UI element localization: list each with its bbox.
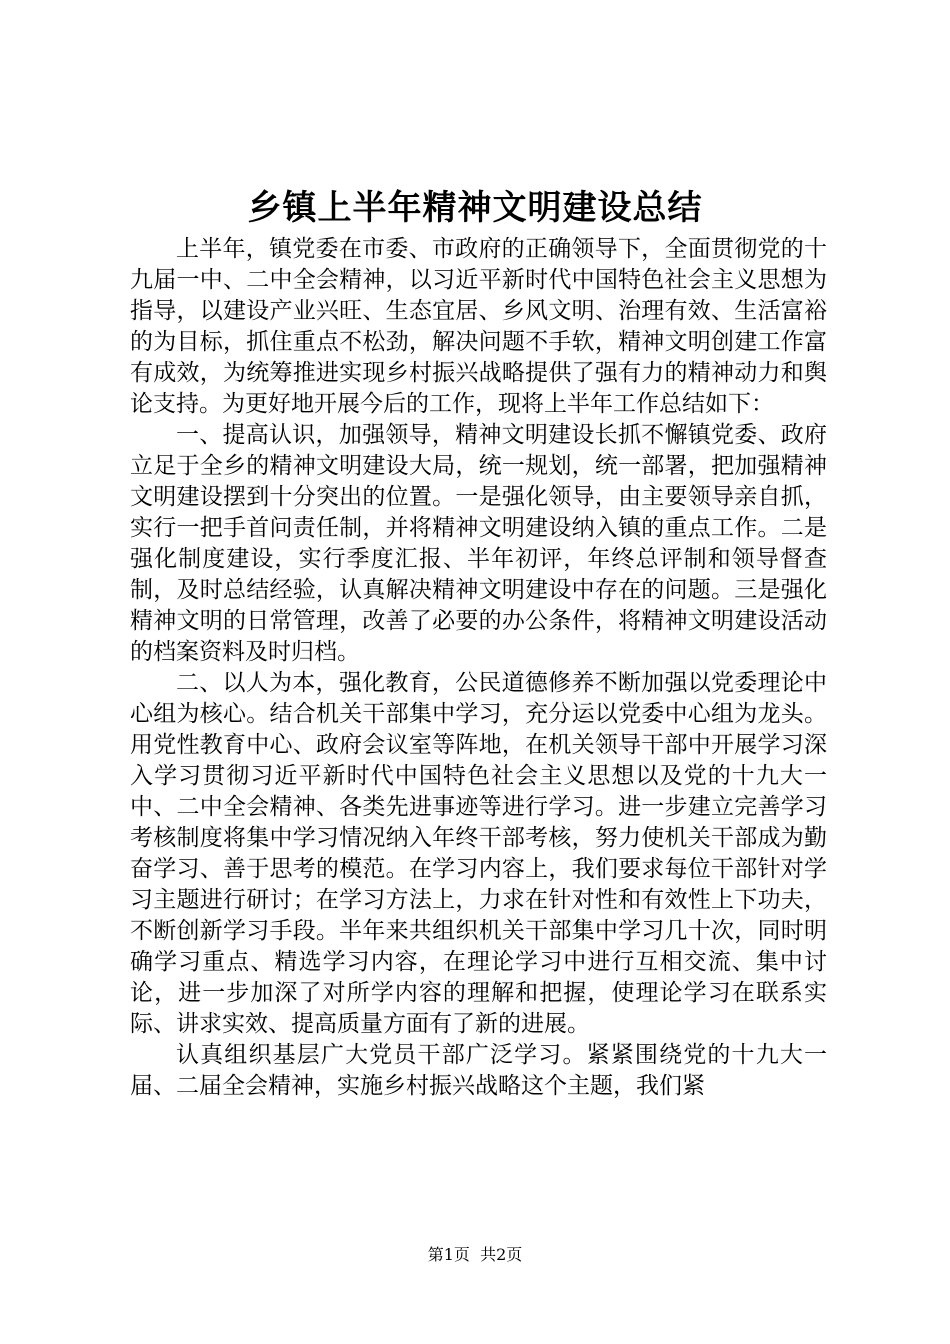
page-number-label: 第1页 共2页	[427, 1245, 523, 1264]
page-footer	[0, 1243, 950, 1267]
paragraph-section-2-continued: 认真组织基层广大党员干部广泛学习。紧紧围绕党的十九大一届、二届全会精神，实施乡村振兴战略这个主题，我们紧	[130, 1042, 827, 1099]
paragraph-section-2: 二、以人为本，强化教育，公民道德修养不断加强以党委理论中心组为核心。结合机关干部集中学习，充分运以党委中心组为龙头。用党性教育中心、政府会议室等阵地，在机关领导干部中开展学习深入学习贯彻习近平新时代中国特色社会主义思想以及党的十九大一中、二中全会精神、各类先进事迹等进行学习。进一步建立完善学习考核制度将集中学习情况纳入年终干部考核，努力使机关干部成为勤奋学习、善于思考的模范。在学习内容上，我们要求每位干部针对学习主题进行研讨；在学习方法上，力求在针对性和有效性上下功夫，不断创新学习手段。半年来共组织机关干部集中学习几十次，同时明确学习重点、精选学习内容，在理论学习中进行互相交流、集中讨论，进一步加深了对所学内容的理解和把握，使理论学习在联系实际、讲求实效、提高质量方面有了新的进展。	[130, 670, 827, 1037]
document-title: 乡镇上半年精神文明建设总结	[247, 188, 703, 228]
document-body	[130, 234, 827, 1102]
paragraph-section-1: 一、提高认识，加强领导，精神文明建设长抓不懈镇党委、政府立足于全乡的精神文明建设大局，统一规划，统一部署，把加强精神文明建设摆到十分突出的位置。一是强化领导，由主要领导亲自抓，实行一把手首问责任制，并将精神文明建设纳入镇的重点工作。二是强化制度建设，实行季度汇报、半年初评，年终总评制和领导督查制，及时总结经验，认真解决精神文明建设中存在的问题。三是强化精神文明的日常管理，改善了必要的办公条件，将精神文明建设活动的档案资料及时归档。	[130, 422, 827, 665]
paragraph-intro: 上半年，镇党委在市委、市政府的正确领导下，全面贯彻党的十九届一中、二中全会精神，以习近平新时代中国特色社会主义思想为指导，以建设产业兴旺、生态宜居、乡风文明、治理有效、生活富裕的为目标，抓住重点不松劲，解决问题不手软，精神文明创建工作富有成效，为统筹推进实现乡村振兴战略提供了强有力的精神动力和舆论支持。为更好地开展今后的工作，现将上半年工作总结如下：	[130, 236, 827, 417]
